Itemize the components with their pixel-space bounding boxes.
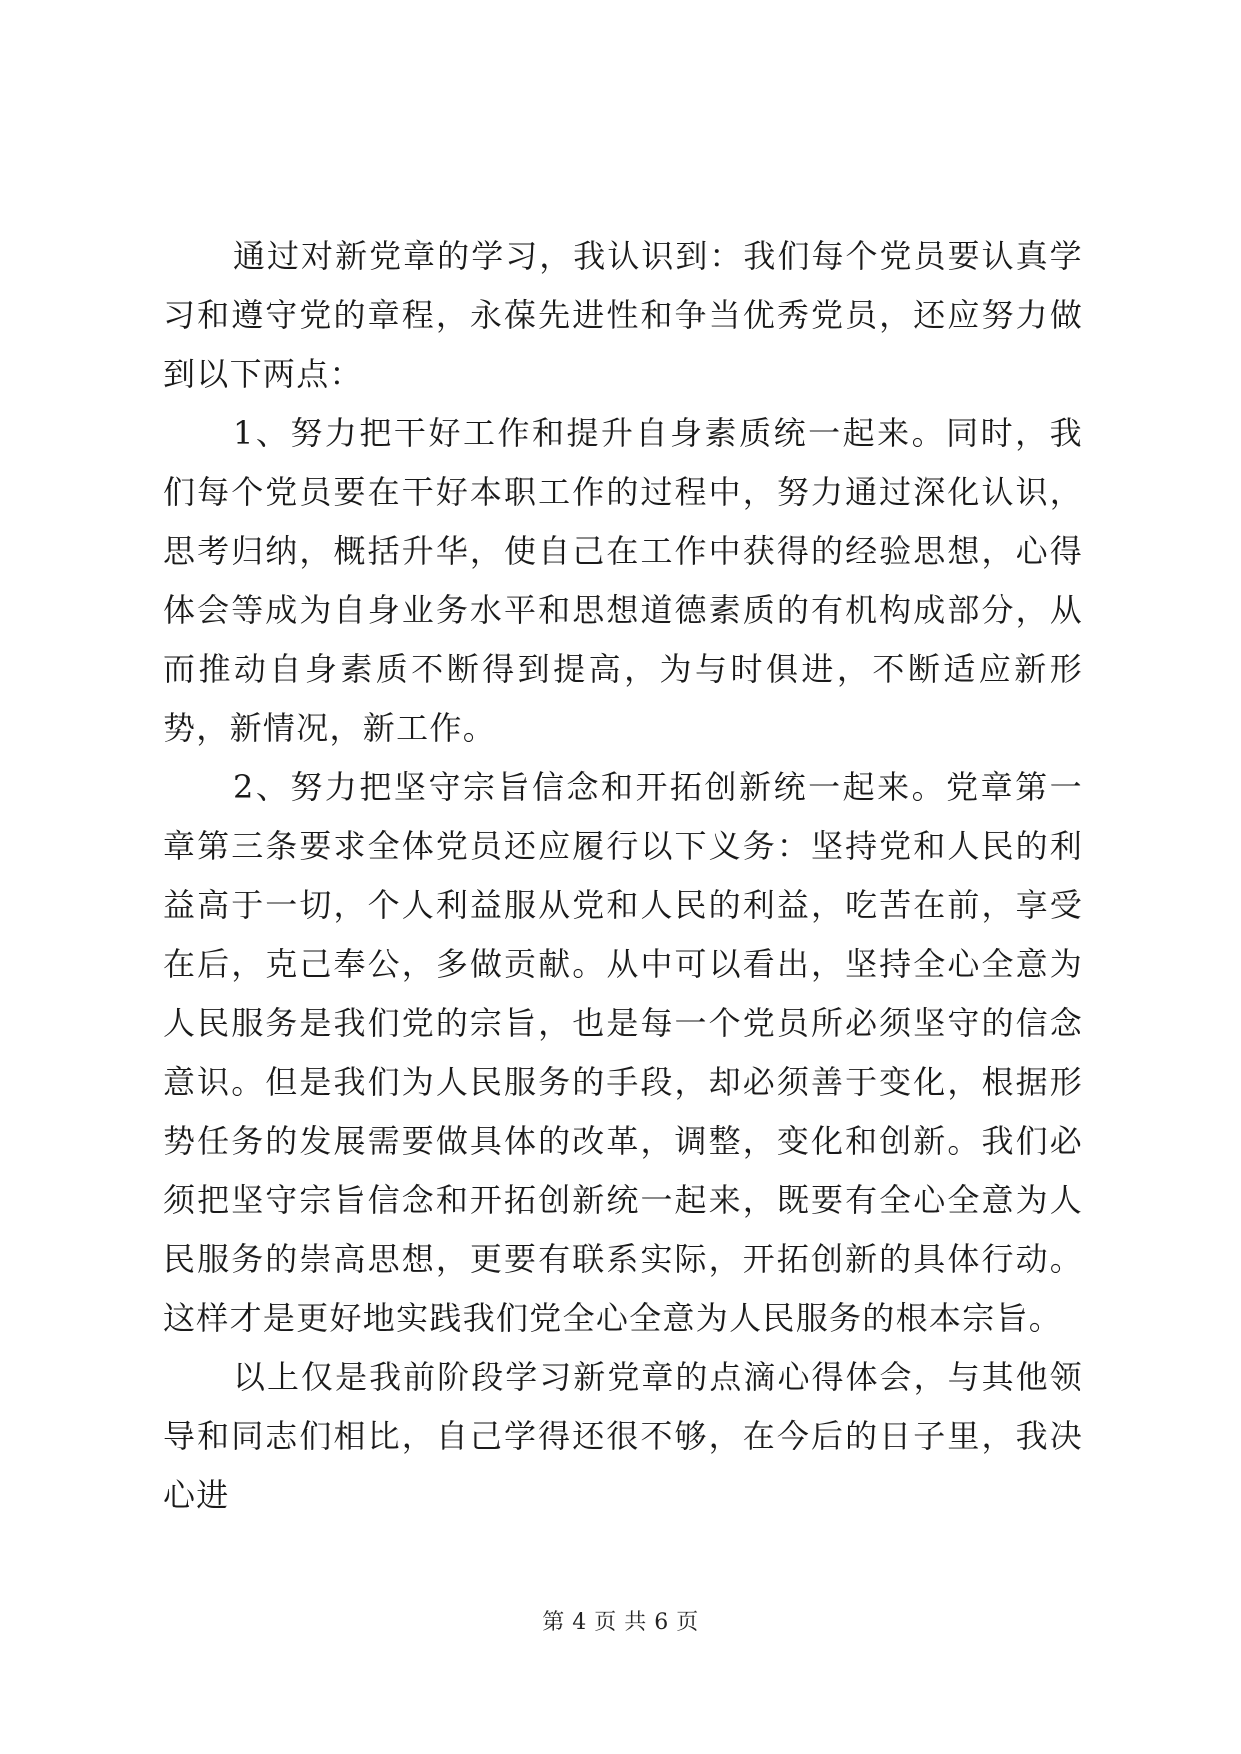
paragraph-intro: 通过对新党章的学习，我认识到：我们每个党员要认真学习和遵守党的章程，永葆先进性和争当优秀党员，还应努力做到以下两点： (163, 237, 1083, 393)
paragraph-conclusion: 以上仅是我前阶段学习新党章的点滴心得体会，与其他领导和同志们相比，自己学得还很不够，在今后的日子里，我决心进 (163, 1358, 1083, 1514)
paragraph-point-2: 2、努力把坚守宗旨信念和开拓创新统一起来。党章第一章第三条要求全体党员还应履行以下义务：坚持党和人民的利益高于一切，个人利益服从党和人民的利益，吃苦在前，享受在后，克己奉公，多做贡献。从中可以看出，坚持全心全意为人民服务是我们党的宗旨，也是每一个党员所必须坚守的信念意识。但是我们为人民服务的手段，却必须善于变化，根据形势任务的发展需要做具体的改革，调整，变化和创新。我们必须把坚守宗旨信念和开拓创新统一起来，既要有全心全意为人民服务的崇高思想，更要有联系实际，开拓创新的具体行动。这样才是更好地实践我们党全心全意为人民服务的根本宗旨。 (163, 768, 1083, 1337)
paragraph-point-1: 1、努力把干好工作和提升自身素质统一起来。同时，我们每个党员要在干好本职工作的过程中，努力通过深化认识，思考归纳，概括升华，使自己在工作中获得的经验思想，心得体会等成为自身业务水平和思想道德素质的有机构成部分，从而推动自身素质不断得到提高，为与时俱进，不断适应新形势，新情况，新工作。 (163, 414, 1083, 747)
page-footer: 第 4 页 共 6 页 (542, 1610, 699, 1635)
document-body (163, 227, 1083, 1525)
